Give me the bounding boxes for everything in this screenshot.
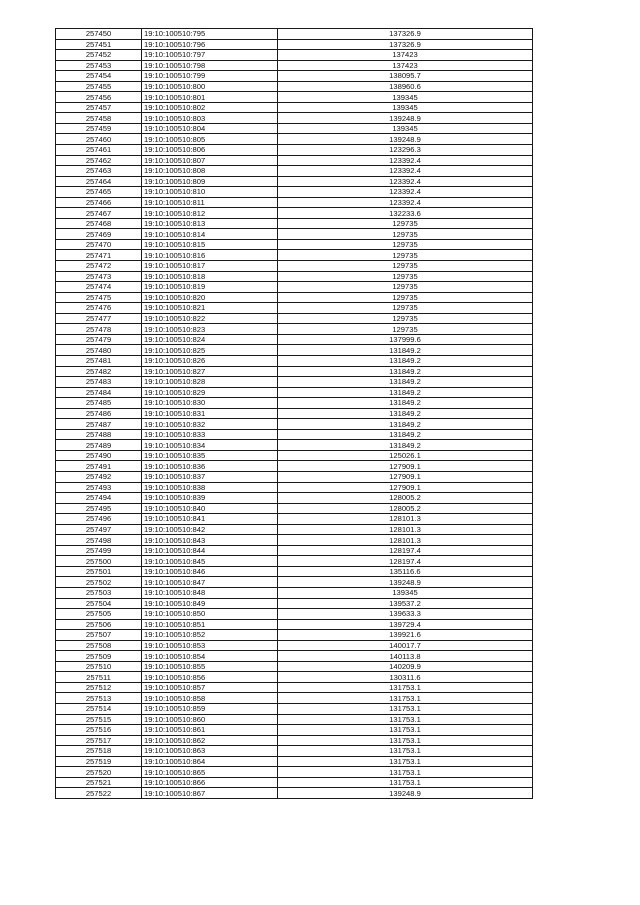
value-cell: 131753.1 — [278, 704, 533, 715]
table-row — [56, 693, 533, 704]
cadastral-number-cell: 19:10:100510:848 — [142, 587, 278, 598]
row-id-cell: 257458 — [56, 113, 142, 124]
cadastral-number-cell: 19:10:100510:846 — [142, 566, 278, 577]
value-cell: 127909.1 — [278, 461, 533, 472]
row-id-cell: 257490 — [56, 450, 142, 461]
value-cell: 129735 — [278, 229, 533, 240]
value-cell: 138095.7 — [278, 71, 533, 82]
cadastral-number-cell: 19:10:100510:832 — [142, 419, 278, 430]
data-table — [55, 28, 533, 799]
row-id-cell: 257514 — [56, 704, 142, 715]
cadastral-number-cell: 19:10:100510:841 — [142, 514, 278, 525]
row-id-cell: 257522 — [56, 788, 142, 799]
cadastral-number-cell: 19:10:100510:830 — [142, 398, 278, 409]
value-cell: 129735 — [278, 239, 533, 250]
value-cell: 139345 — [278, 587, 533, 598]
value-cell: 139345 — [278, 123, 533, 134]
value-cell: 128005.2 — [278, 493, 533, 504]
table-row — [56, 261, 533, 272]
table-row — [56, 60, 533, 71]
value-cell: 139537.2 — [278, 598, 533, 609]
row-id-cell: 257463 — [56, 166, 142, 177]
value-cell: 123392.4 — [278, 166, 533, 177]
cadastral-number-cell: 19:10:100510:803 — [142, 113, 278, 124]
row-id-cell: 257478 — [56, 324, 142, 335]
cadastral-number-cell: 19:10:100510:851 — [142, 619, 278, 630]
value-cell: 137999.6 — [278, 334, 533, 345]
cadastral-number-cell: 19:10:100510:847 — [142, 577, 278, 588]
table-row — [56, 324, 533, 335]
value-cell: 131849.2 — [278, 398, 533, 409]
cadastral-number-cell: 19:10:100510:866 — [142, 777, 278, 788]
value-cell: 129735 — [278, 282, 533, 293]
row-id-cell: 257495 — [56, 503, 142, 514]
cadastral-number-cell: 19:10:100510:815 — [142, 239, 278, 250]
row-id-cell: 257474 — [56, 282, 142, 293]
value-cell: 131849.2 — [278, 377, 533, 388]
table-row — [56, 113, 533, 124]
table-row — [56, 461, 533, 472]
table-row — [56, 556, 533, 567]
value-cell: 129735 — [278, 313, 533, 324]
table-row — [56, 166, 533, 177]
row-id-cell: 257455 — [56, 81, 142, 92]
value-cell: 131849.2 — [278, 387, 533, 398]
row-id-cell: 257477 — [56, 313, 142, 324]
value-cell: 123392.4 — [278, 187, 533, 198]
value-cell: 129735 — [278, 324, 533, 335]
row-id-cell: 257513 — [56, 693, 142, 704]
row-id-cell: 257515 — [56, 714, 142, 725]
row-id-cell: 257496 — [56, 514, 142, 525]
cadastral-number-cell: 19:10:100510:820 — [142, 292, 278, 303]
row-id-cell: 257516 — [56, 725, 142, 736]
value-cell: 140017.7 — [278, 640, 533, 651]
value-cell: 131753.1 — [278, 725, 533, 736]
table-row — [56, 419, 533, 430]
cadastral-number-cell: 19:10:100510:838 — [142, 482, 278, 493]
value-cell: 128101.3 — [278, 535, 533, 546]
table-row — [56, 387, 533, 398]
value-cell: 131849.2 — [278, 355, 533, 366]
value-cell: 129735 — [278, 250, 533, 261]
row-id-cell: 257497 — [56, 524, 142, 535]
row-id-cell: 257489 — [56, 440, 142, 451]
row-id-cell: 257482 — [56, 366, 142, 377]
cadastral-number-cell: 19:10:100510:819 — [142, 282, 278, 293]
table-row — [56, 145, 533, 156]
value-cell: 131849.2 — [278, 345, 533, 356]
cadastral-number-cell: 19:10:100510:816 — [142, 250, 278, 261]
table-row — [56, 503, 533, 514]
row-id-cell: 257485 — [56, 398, 142, 409]
table-row — [56, 102, 533, 113]
value-cell: 131753.1 — [278, 767, 533, 778]
value-cell: 129735 — [278, 261, 533, 272]
cadastral-number-cell: 19:10:100510:796 — [142, 39, 278, 50]
row-id-cell: 257507 — [56, 630, 142, 641]
value-cell: 129735 — [278, 292, 533, 303]
table-row — [56, 566, 533, 577]
row-id-cell: 257464 — [56, 176, 142, 187]
value-cell: 123296.3 — [278, 145, 533, 156]
row-id-cell: 257480 — [56, 345, 142, 356]
cadastral-number-cell: 19:10:100510:802 — [142, 102, 278, 113]
table-row — [56, 271, 533, 282]
value-cell: 129735 — [278, 303, 533, 314]
row-id-cell: 257452 — [56, 50, 142, 61]
cadastral-number-cell: 19:10:100510:845 — [142, 556, 278, 567]
table-row — [56, 640, 533, 651]
table-row — [56, 746, 533, 757]
value-cell: 131849.2 — [278, 366, 533, 377]
row-id-cell: 257457 — [56, 102, 142, 113]
table-row — [56, 598, 533, 609]
row-id-cell: 257492 — [56, 471, 142, 482]
row-id-cell: 257521 — [56, 777, 142, 788]
value-cell: 137326.9 — [278, 29, 533, 40]
cadastral-number-cell: 19:10:100510:857 — [142, 682, 278, 693]
cadastral-number-cell: 19:10:100510:858 — [142, 693, 278, 704]
row-id-cell: 257470 — [56, 239, 142, 250]
row-id-cell: 257498 — [56, 535, 142, 546]
cadastral-number-cell: 19:10:100510:795 — [142, 29, 278, 40]
table-row — [56, 71, 533, 82]
row-id-cell: 257484 — [56, 387, 142, 398]
cadastral-number-cell: 19:10:100510:840 — [142, 503, 278, 514]
value-cell: 137326.9 — [278, 39, 533, 50]
row-id-cell: 257487 — [56, 419, 142, 430]
value-cell: 131753.1 — [278, 714, 533, 725]
value-cell: 131753.1 — [278, 735, 533, 746]
cadastral-number-cell: 19:10:100510:844 — [142, 545, 278, 556]
table-row — [56, 134, 533, 145]
row-id-cell: 257510 — [56, 661, 142, 672]
table-row — [56, 429, 533, 440]
table-row — [56, 493, 533, 504]
table-row — [56, 735, 533, 746]
value-cell: 140209.9 — [278, 661, 533, 672]
table-row — [56, 250, 533, 261]
row-id-cell: 257469 — [56, 229, 142, 240]
table-row — [56, 187, 533, 198]
value-cell: 123392.4 — [278, 155, 533, 166]
value-cell: 137423 — [278, 50, 533, 61]
value-cell: 139248.9 — [278, 577, 533, 588]
value-cell: 125026.1 — [278, 450, 533, 461]
table-row — [56, 587, 533, 598]
value-cell: 128101.3 — [278, 524, 533, 535]
row-id-cell: 257460 — [56, 134, 142, 145]
row-id-cell: 257494 — [56, 493, 142, 504]
table-row — [56, 29, 533, 40]
cadastral-number-cell: 19:10:100510:821 — [142, 303, 278, 314]
table-row — [56, 672, 533, 683]
cadastral-number-cell: 19:10:100510:836 — [142, 461, 278, 472]
cadastral-number-cell: 19:10:100510:801 — [142, 92, 278, 103]
table-row — [56, 218, 533, 229]
cadastral-number-cell: 19:10:100510:823 — [142, 324, 278, 335]
table-row — [56, 651, 533, 662]
table-row — [56, 197, 533, 208]
row-id-cell: 257473 — [56, 271, 142, 282]
cadastral-number-cell: 19:10:100510:859 — [142, 704, 278, 715]
cadastral-number-cell: 19:10:100510:843 — [142, 535, 278, 546]
row-id-cell: 257479 — [56, 334, 142, 345]
value-cell: 131753.1 — [278, 756, 533, 767]
cadastral-number-cell: 19:10:100510:808 — [142, 166, 278, 177]
row-id-cell: 257505 — [56, 609, 142, 620]
table-row — [56, 661, 533, 672]
cadastral-number-cell: 19:10:100510:812 — [142, 208, 278, 219]
cadastral-number-cell: 19:10:100510:867 — [142, 788, 278, 799]
value-cell: 128197.4 — [278, 545, 533, 556]
value-cell: 139248.9 — [278, 113, 533, 124]
cadastral-number-cell: 19:10:100510:842 — [142, 524, 278, 535]
value-cell: 139921.6 — [278, 630, 533, 641]
table-row — [56, 39, 533, 50]
cadastral-number-cell: 19:10:100510:811 — [142, 197, 278, 208]
table-row — [56, 334, 533, 345]
row-id-cell: 257466 — [56, 197, 142, 208]
value-cell: 140113.8 — [278, 651, 533, 662]
cadastral-number-cell: 19:10:100510:799 — [142, 71, 278, 82]
row-id-cell: 257508 — [56, 640, 142, 651]
cadastral-number-cell: 19:10:100510:798 — [142, 60, 278, 71]
table-row — [56, 366, 533, 377]
value-cell: 127909.1 — [278, 471, 533, 482]
cadastral-number-cell: 19:10:100510:853 — [142, 640, 278, 651]
row-id-cell: 257503 — [56, 587, 142, 598]
cadastral-number-cell: 19:10:100510:855 — [142, 661, 278, 672]
row-id-cell: 257512 — [56, 682, 142, 693]
value-cell: 138960.6 — [278, 81, 533, 92]
table-row — [56, 123, 533, 134]
table-row — [56, 313, 533, 324]
value-cell: 139248.9 — [278, 134, 533, 145]
cadastral-number-cell: 19:10:100510:805 — [142, 134, 278, 145]
table-row — [56, 630, 533, 641]
value-cell: 131849.2 — [278, 408, 533, 419]
cadastral-number-cell: 19:10:100510:828 — [142, 377, 278, 388]
cadastral-number-cell: 19:10:100510:850 — [142, 609, 278, 620]
row-id-cell: 257475 — [56, 292, 142, 303]
table-row — [56, 292, 533, 303]
table-row — [56, 92, 533, 103]
row-id-cell: 257476 — [56, 303, 142, 314]
cadastral-number-cell: 19:10:100510:810 — [142, 187, 278, 198]
cadastral-number-cell: 19:10:100510:814 — [142, 229, 278, 240]
value-cell: 131753.1 — [278, 777, 533, 788]
value-cell: 131849.2 — [278, 429, 533, 440]
cadastral-number-cell: 19:10:100510:862 — [142, 735, 278, 746]
row-id-cell: 257456 — [56, 92, 142, 103]
table-row — [56, 208, 533, 219]
cadastral-number-cell: 19:10:100510:833 — [142, 429, 278, 440]
row-id-cell: 257472 — [56, 261, 142, 272]
value-cell: 139345 — [278, 102, 533, 113]
value-cell: 130311.6 — [278, 672, 533, 683]
cadastral-number-cell: 19:10:100510:852 — [142, 630, 278, 641]
value-cell: 135116.6 — [278, 566, 533, 577]
row-id-cell: 257486 — [56, 408, 142, 419]
table-row — [56, 50, 533, 61]
value-cell: 131753.1 — [278, 746, 533, 757]
value-cell: 132233.6 — [278, 208, 533, 219]
cadastral-number-cell: 19:10:100510:804 — [142, 123, 278, 134]
cadastral-number-cell: 19:10:100510:854 — [142, 651, 278, 662]
row-id-cell: 257453 — [56, 60, 142, 71]
table-row — [56, 514, 533, 525]
cadastral-number-cell: 19:10:100510:863 — [142, 746, 278, 757]
value-cell: 123392.4 — [278, 176, 533, 187]
row-id-cell: 257451 — [56, 39, 142, 50]
row-id-cell: 257520 — [56, 767, 142, 778]
table-body — [56, 29, 533, 799]
table-row — [56, 345, 533, 356]
cadastral-number-cell: 19:10:100510:817 — [142, 261, 278, 272]
cadastral-number-cell: 19:10:100510:831 — [142, 408, 278, 419]
table-row — [56, 788, 533, 799]
table-row — [56, 155, 533, 166]
value-cell: 129735 — [278, 218, 533, 229]
row-id-cell: 257459 — [56, 123, 142, 134]
cadastral-number-cell: 19:10:100510:826 — [142, 355, 278, 366]
table-row — [56, 714, 533, 725]
row-id-cell: 257493 — [56, 482, 142, 493]
value-cell: 129735 — [278, 271, 533, 282]
table-row — [56, 440, 533, 451]
table-row — [56, 619, 533, 630]
cadastral-number-cell: 19:10:100510:849 — [142, 598, 278, 609]
row-id-cell: 257471 — [56, 250, 142, 261]
table-row — [56, 471, 533, 482]
value-cell: 131849.2 — [278, 440, 533, 451]
row-id-cell: 257461 — [56, 145, 142, 156]
value-cell: 139729.4 — [278, 619, 533, 630]
table-row — [56, 482, 533, 493]
cadastral-number-cell: 19:10:100510:818 — [142, 271, 278, 282]
table-row — [56, 524, 533, 535]
row-id-cell: 257468 — [56, 218, 142, 229]
cadastral-number-cell: 19:10:100510:839 — [142, 493, 278, 504]
row-id-cell: 257483 — [56, 377, 142, 388]
row-id-cell: 257519 — [56, 756, 142, 767]
cadastral-number-cell: 19:10:100510:861 — [142, 725, 278, 736]
row-id-cell: 257511 — [56, 672, 142, 683]
cadastral-number-cell: 19:10:100510:827 — [142, 366, 278, 377]
row-id-cell: 257481 — [56, 355, 142, 366]
cadastral-number-cell: 19:10:100510:800 — [142, 81, 278, 92]
cadastral-number-cell: 19:10:100510:834 — [142, 440, 278, 451]
cadastral-number-cell: 19:10:100510:835 — [142, 450, 278, 461]
table-row — [56, 545, 533, 556]
value-cell: 128005.2 — [278, 503, 533, 514]
value-cell: 139345 — [278, 92, 533, 103]
row-id-cell: 257501 — [56, 566, 142, 577]
row-id-cell: 257502 — [56, 577, 142, 588]
value-cell: 131753.1 — [278, 693, 533, 704]
table-row — [56, 725, 533, 736]
cadastral-number-cell: 19:10:100510:865 — [142, 767, 278, 778]
value-cell: 123392.4 — [278, 197, 533, 208]
table-row — [56, 767, 533, 778]
table-row — [56, 282, 533, 293]
table-row — [56, 777, 533, 788]
row-id-cell: 257506 — [56, 619, 142, 630]
table-row — [56, 377, 533, 388]
value-cell: 139633.3 — [278, 609, 533, 620]
value-cell: 128197.4 — [278, 556, 533, 567]
cadastral-number-cell: 19:10:100510:860 — [142, 714, 278, 725]
row-id-cell: 257488 — [56, 429, 142, 440]
row-id-cell: 257467 — [56, 208, 142, 219]
table-row — [56, 81, 533, 92]
table-row — [56, 756, 533, 767]
cadastral-number-cell: 19:10:100510:809 — [142, 176, 278, 187]
value-cell: 127909.1 — [278, 482, 533, 493]
table-row — [56, 229, 533, 240]
cadastral-number-cell: 19:10:100510:813 — [142, 218, 278, 229]
cadastral-number-cell: 19:10:100510:797 — [142, 50, 278, 61]
row-id-cell: 257517 — [56, 735, 142, 746]
row-id-cell: 257509 — [56, 651, 142, 662]
table-row — [56, 535, 533, 546]
table-row — [56, 398, 533, 409]
table-row — [56, 682, 533, 693]
cadastral-number-cell: 19:10:100510:822 — [142, 313, 278, 324]
table-row — [56, 609, 533, 620]
cadastral-number-cell: 19:10:100510:825 — [142, 345, 278, 356]
table-row — [56, 239, 533, 250]
cadastral-number-cell: 19:10:100510:806 — [142, 145, 278, 156]
table-row — [56, 704, 533, 715]
value-cell: 131753.1 — [278, 682, 533, 693]
row-id-cell: 257450 — [56, 29, 142, 40]
row-id-cell: 257500 — [56, 556, 142, 567]
cadastral-number-cell: 19:10:100510:807 — [142, 155, 278, 166]
table-row — [56, 176, 533, 187]
table-row — [56, 450, 533, 461]
cadastral-number-cell: 19:10:100510:837 — [142, 471, 278, 482]
cadastral-number-cell: 19:10:100510:829 — [142, 387, 278, 398]
value-cell: 128101.3 — [278, 514, 533, 525]
value-cell: 131849.2 — [278, 419, 533, 430]
row-id-cell: 257462 — [56, 155, 142, 166]
table-row — [56, 408, 533, 419]
cadastral-number-cell: 19:10:100510:824 — [142, 334, 278, 345]
row-id-cell: 257465 — [56, 187, 142, 198]
value-cell: 139248.9 — [278, 788, 533, 799]
row-id-cell: 257491 — [56, 461, 142, 472]
cadastral-number-cell: 19:10:100510:856 — [142, 672, 278, 683]
table-row — [56, 303, 533, 314]
table-row — [56, 577, 533, 588]
table-row — [56, 355, 533, 366]
cadastral-number-cell: 19:10:100510:864 — [142, 756, 278, 767]
value-cell: 137423 — [278, 60, 533, 71]
row-id-cell: 257504 — [56, 598, 142, 609]
row-id-cell: 257454 — [56, 71, 142, 82]
row-id-cell: 257499 — [56, 545, 142, 556]
row-id-cell: 257518 — [56, 746, 142, 757]
